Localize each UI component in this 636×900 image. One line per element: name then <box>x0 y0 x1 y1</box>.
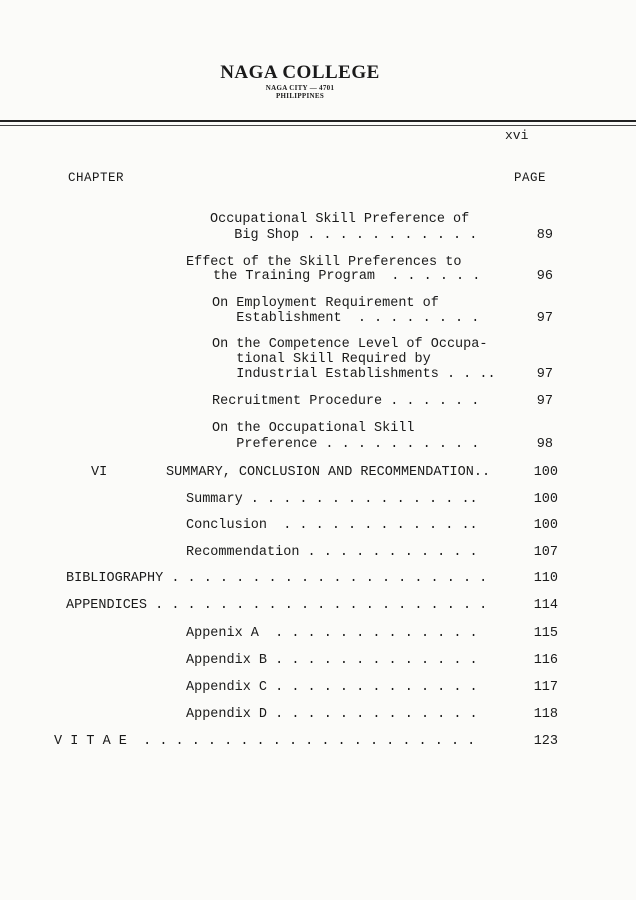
toc-entry-title: Appendix B . . . . . . . . . . . . . <box>186 653 478 668</box>
toc-entry-page: 97 <box>536 394 553 409</box>
chapter-column-header: CHAPTER <box>68 171 125 185</box>
toc-entry-title: Establishment . . . . . . . . <box>212 311 480 326</box>
toc-entry-title: Preference . . . . . . . . . . <box>212 437 480 452</box>
toc-entry-title: Industrial Establishments . . .. <box>212 367 496 382</box>
toc-entry-title: On the Competence Level of Occupa- <box>212 337 488 352</box>
toc-entry-page: 114 <box>533 598 558 613</box>
toc-entry-title: Summary . . . . . . . . . . . . . .. <box>186 492 478 507</box>
toc-entry-page: 98 <box>536 437 553 452</box>
toc-entry-title: On the Occupational Skill <box>212 421 415 436</box>
toc-entry-page: 100 <box>533 465 558 480</box>
toc-entry-title: Recommendation . . . . . . . . . . . <box>186 545 478 560</box>
toc-entry-title: APPENDICES . . . . . . . . . . . . . . . . . . . . . <box>66 598 488 613</box>
toc-entry-title: SUMMARY, CONCLUSION AND RECOMMENDATION.. <box>166 465 491 480</box>
toc-entry-page: 117 <box>533 680 558 695</box>
toc-entry-title: Big Shop . . . . . . . . . . . <box>210 228 478 243</box>
toc-entry-page: 96 <box>536 269 553 284</box>
toc-entry-title: the Training Program . . . . . . <box>213 269 481 284</box>
toc-entry-title: Appendix C . . . . . . . . . . . . . <box>186 680 478 695</box>
toc-entry-title: BIBLIOGRAPHY . . . . . . . . . . . . . . . . . . . . <box>66 571 488 586</box>
toc-entry-title: Effect of the Skill Preferences to <box>186 255 462 270</box>
toc-entry-title: Recruitment Procedure . . . . . . <box>212 394 480 409</box>
college-country: PHILIPPINES <box>275 92 325 100</box>
toc-entry-page: 116 <box>533 653 558 668</box>
header-rule-thin <box>0 125 636 126</box>
page-column-header: PAGE <box>514 171 547 185</box>
toc-entry-title: tional Skill Required by <box>212 352 431 367</box>
toc-entry-title: Conclusion . . . . . . . . . . . .. <box>186 518 478 533</box>
college-name: NAGA COLLEGE <box>220 62 380 83</box>
toc-chapter-number: VI <box>91 465 108 480</box>
toc-entry-title: Occupational Skill Preference of <box>210 212 470 227</box>
college-city: NAGA CITY — 4701 <box>265 84 335 92</box>
toc-entry-page: 97 <box>536 311 553 326</box>
toc-entry-page: 110 <box>533 571 558 586</box>
toc-entry-page: 118 <box>533 707 558 722</box>
toc-entry-page: 100 <box>533 492 558 507</box>
toc-entry-page: 100 <box>533 518 558 533</box>
toc-entry-title: Appendix D . . . . . . . . . . . . . <box>186 707 478 722</box>
toc-entry-page: 107 <box>533 545 558 560</box>
toc-entry-page: 97 <box>536 367 553 382</box>
toc-entry-title: On Employment Requirement of <box>212 296 439 311</box>
toc-entry-title: Appenix A . . . . . . . . . . . . . <box>186 626 478 641</box>
toc-entry-page: 89 <box>536 228 553 243</box>
toc-entry-page: 123 <box>533 734 558 749</box>
header-rule-thick <box>0 120 636 122</box>
page-number: xvi <box>505 128 529 143</box>
toc-entry-title: V I T A E . . . . . . . . . . . . . . . . . . . . . <box>54 734 476 749</box>
toc-entry-page: 115 <box>533 626 558 641</box>
